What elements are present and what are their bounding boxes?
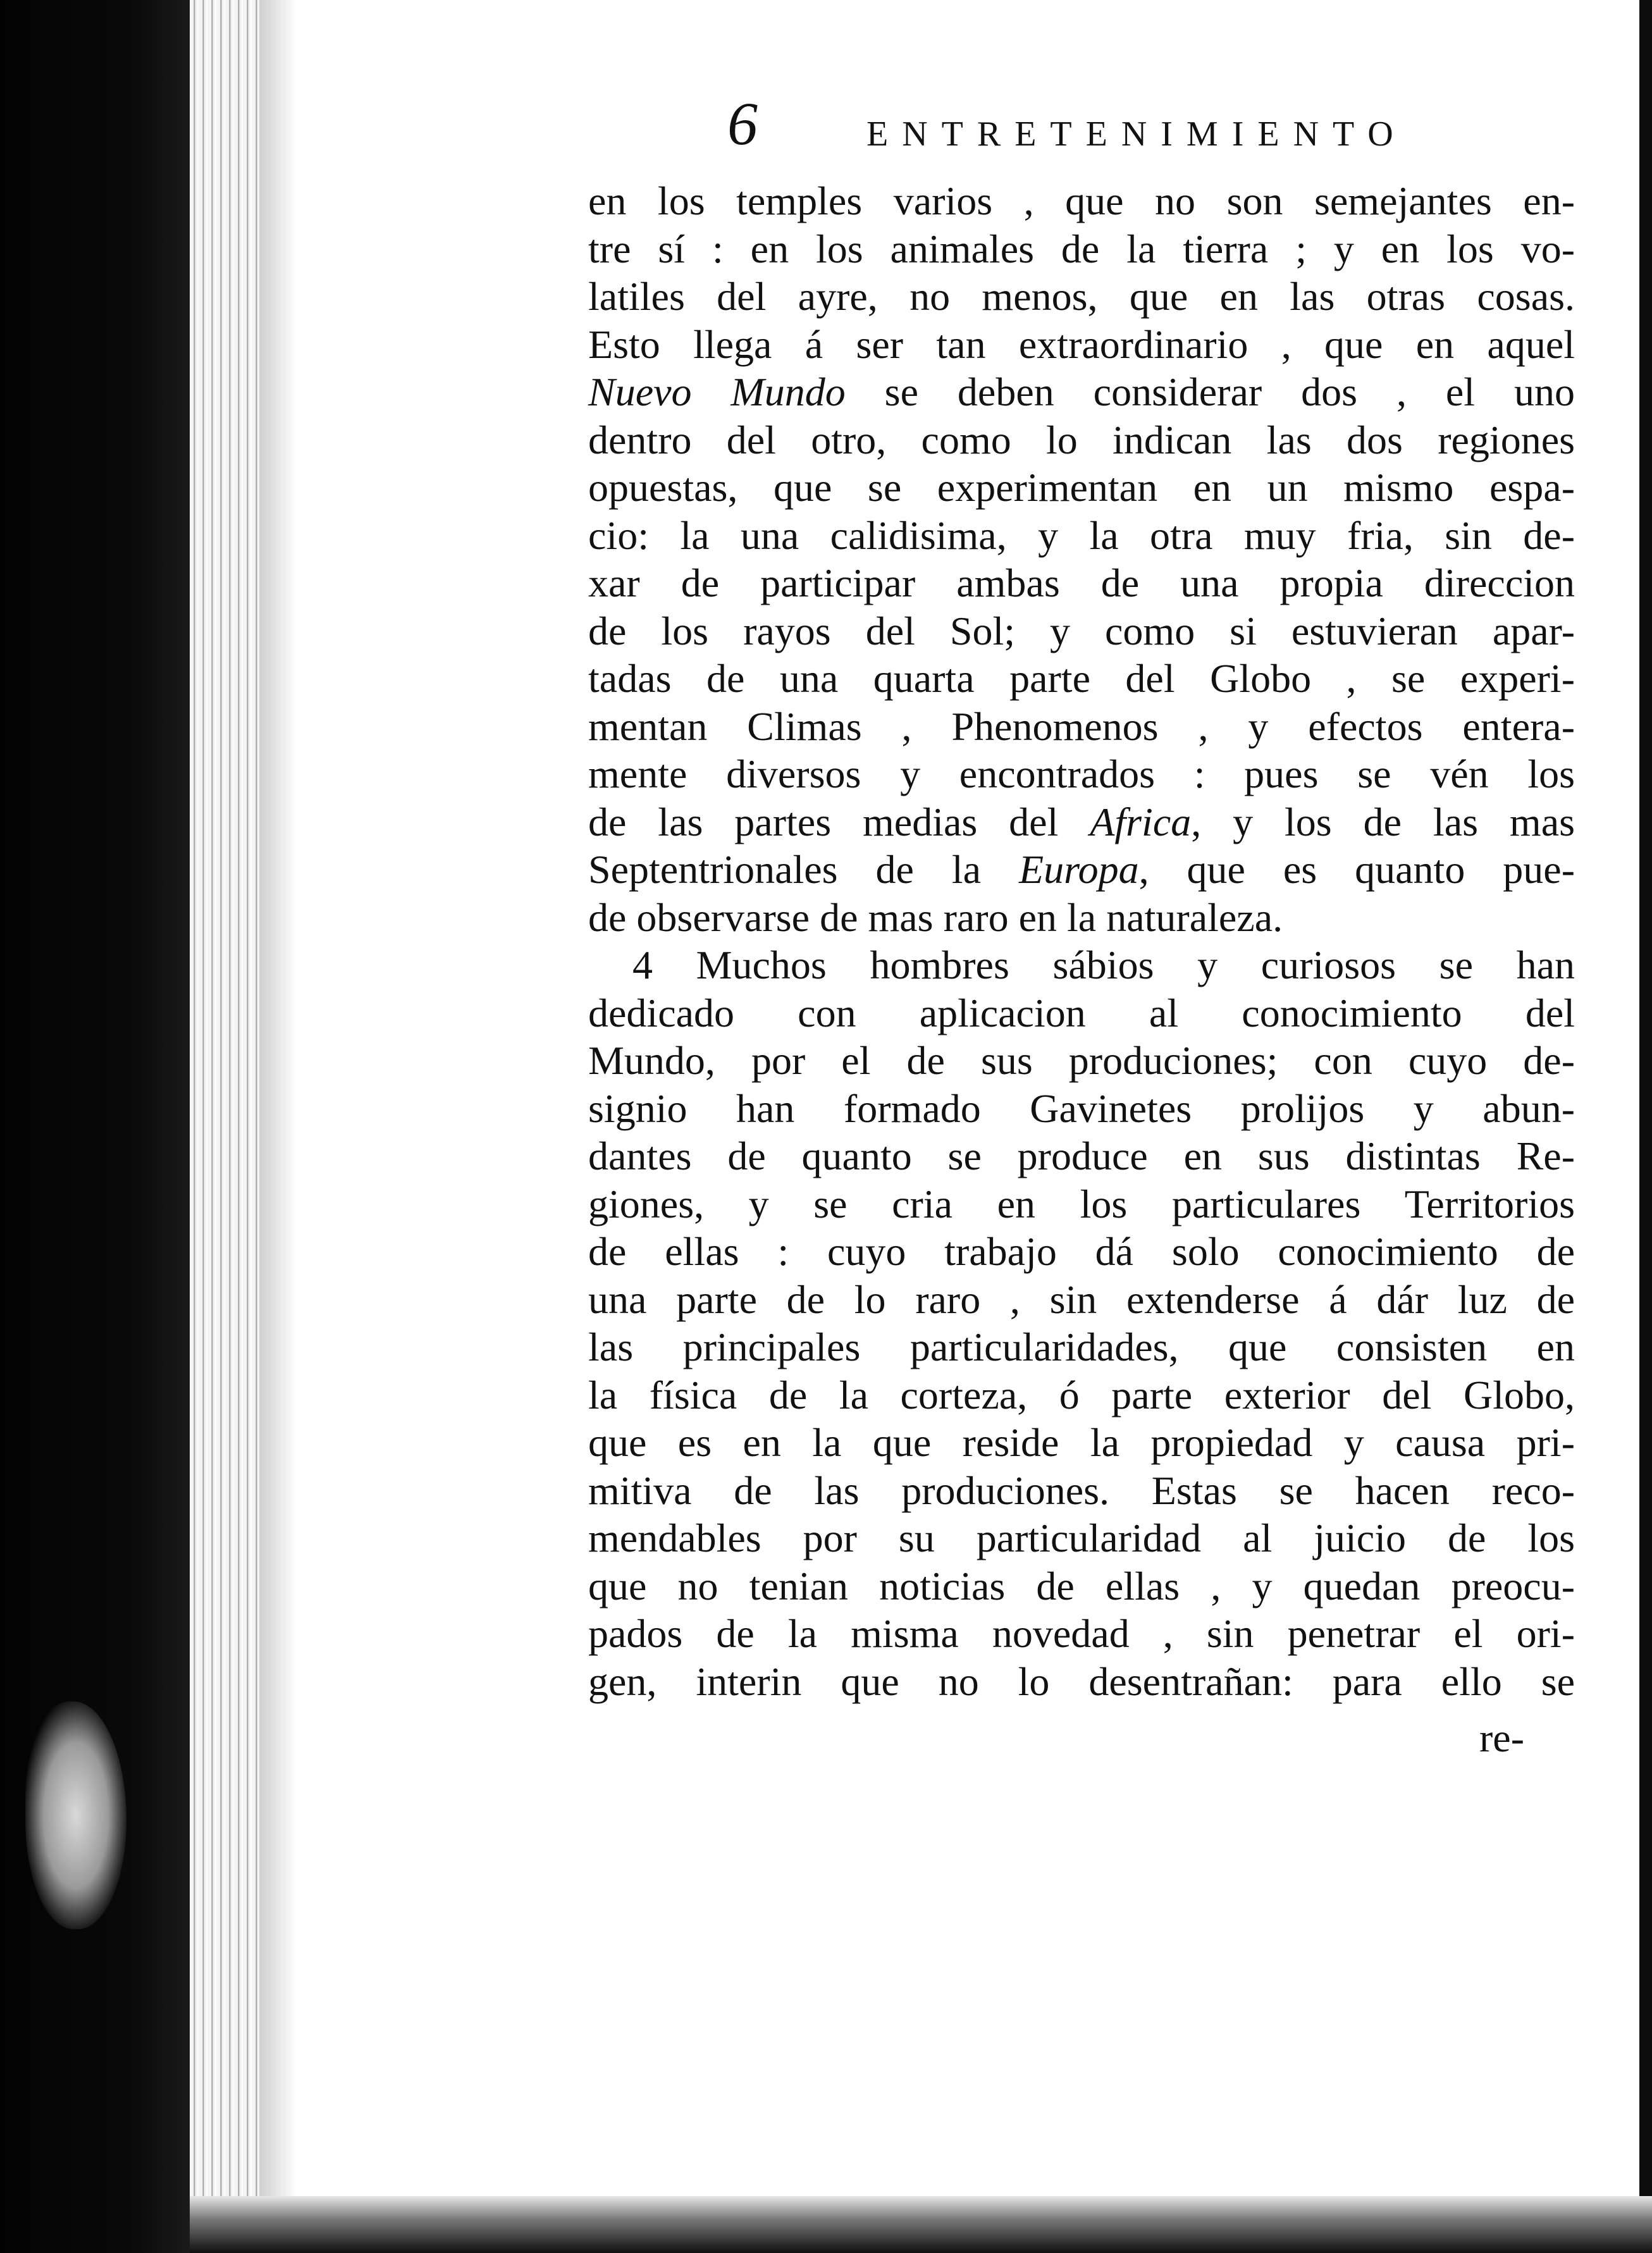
text-line: de los rayos del Sol; y como si estuvieran apar- — [588, 608, 1575, 653]
text-line: cio: la una calidisima, y la otra muy fria, sin de- — [588, 512, 1575, 558]
body-text — [588, 177, 1575, 1762]
text-line: de las partes medias del Africa, y los de las mas — [588, 799, 1575, 844]
text-line: tadas de una quarta parte del Globo , se experi- — [588, 656, 1575, 701]
paragraph-start: 4 Muchos hombres sábios y curiosos se han — [632, 942, 1575, 987]
text-line: tre sí : en los animales de la tierra ; y en los vo- — [588, 226, 1575, 271]
text-line: una parte de lo raro , sin extenderse á dár luz de — [588, 1276, 1575, 1322]
text-line: opuestas, que se experimentan en un mismo espa- — [588, 465, 1575, 510]
text-line: que es en la que reside la propiedad y causa pri- — [588, 1420, 1575, 1465]
text-line: mentan Climas , Phenomenos , y efectos entera- — [588, 703, 1575, 749]
text-line: latiles del ayre, no menos, que en las otras cosas. — [588, 274, 1575, 319]
text-line: las principales particularidades, que consisten en — [588, 1324, 1575, 1369]
book-page-edges — [190, 0, 259, 2253]
text-line: Esto llega á ser tan extraordinario , que en aquel — [588, 321, 1575, 367]
book-page — [588, 89, 1575, 1762]
text-line: dentro del otro, como lo indican las dos regiones — [588, 417, 1575, 462]
text-line: Nuevo Mundo se deben considerar dos , el uno — [588, 369, 1575, 414]
text-line: giones, y se cria en los particulares Territorios — [588, 1181, 1575, 1226]
text-line: la física de la corteza, ó parte exterior del Globo, — [588, 1372, 1575, 1417]
text-line: que no tenian noticias de ellas , y quedan preocu- — [588, 1563, 1575, 1608]
text-line: xar de participar ambas de una propia direccion — [588, 560, 1575, 605]
running-title: ENTRETENIMIENTO — [866, 114, 1407, 154]
text-line: dedicado con aplicacion al conocimiento del — [588, 990, 1575, 1035]
text-line: pados de la misma novedad , sin penetrar el ori- — [588, 1611, 1575, 1656]
scan-margin-bottom — [190, 2196, 1652, 2253]
text-line: Mundo, por el de sus produciones; con cuyo de- — [588, 1038, 1575, 1083]
text-line: mente diversos y encontrados : pues se vén los — [588, 751, 1575, 796]
catchword: re- — [1479, 1715, 1524, 1760]
text-line: mendables por su particularidad al juicio de los — [588, 1515, 1575, 1560]
text-line: de observarse de mas raro en la naturaleza. — [588, 894, 1283, 940]
text-line: en los temples varios , que no son semejantes en- — [588, 178, 1575, 223]
text-line: gen, interin que no lo desentrañan: para ello se — [588, 1658, 1575, 1704]
page-number: 6 — [727, 90, 758, 157]
text-line: Septentrionales de la Europa, que es quanto pue- — [588, 847, 1575, 892]
page-header — [588, 89, 1575, 177]
text-line: signio han formado Gavinetes prolijos y abun- — [588, 1085, 1575, 1131]
binding-shadow — [259, 0, 297, 2253]
text-line: de ellas : cuyo trabajo dá solo conocimiento de — [588, 1229, 1575, 1274]
text-line: mitiva de las produciones. Estas se hacen reco- — [588, 1467, 1575, 1513]
text-line: dantes de quanto se produce en sus distintas Re- — [588, 1133, 1575, 1178]
scan-margin-right — [1639, 0, 1652, 2253]
